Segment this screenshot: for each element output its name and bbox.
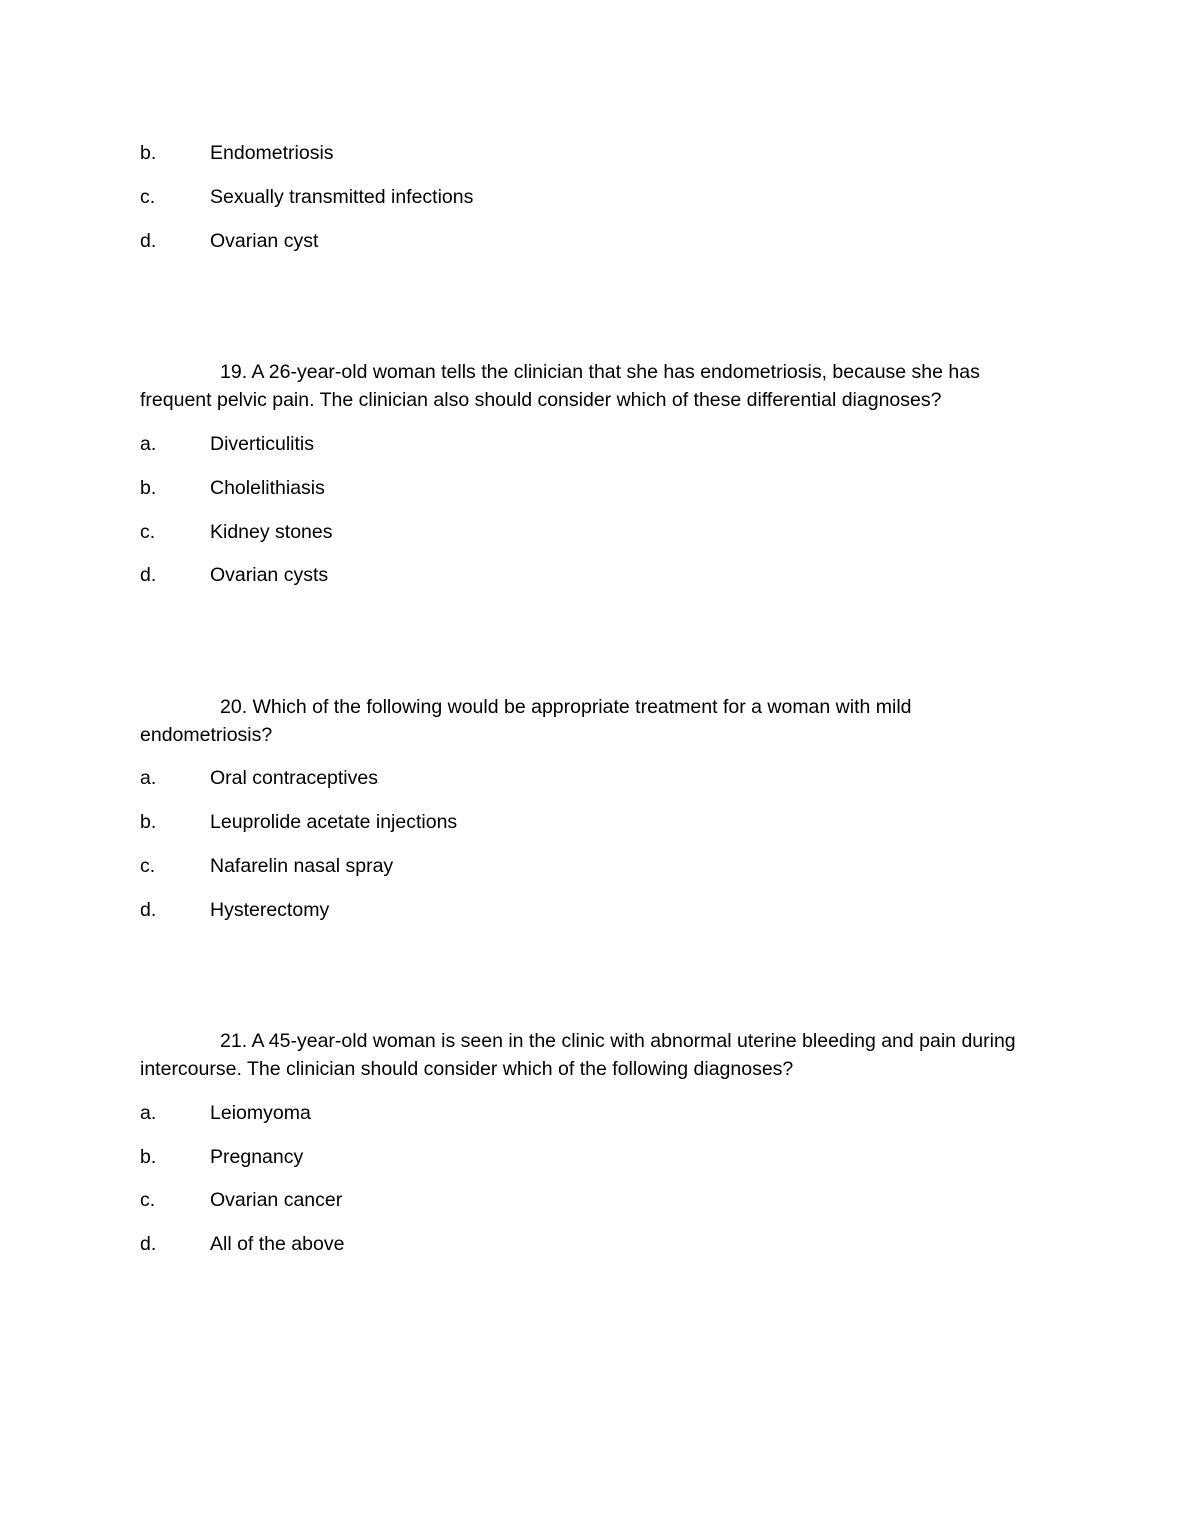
option-text: Ovarian cyst [210,230,319,252]
option-text: Pregnancy [210,1146,304,1168]
option-prev-c [140,183,473,211]
q21-option-a [140,1099,311,1127]
option-text: Endometriosis [210,142,334,164]
q21-option-b [140,1143,303,1171]
option-letter: c. [140,855,156,877]
option-text: All of the above [210,1233,345,1255]
option-letter: b. [140,142,157,164]
q20-option-d [140,896,329,924]
option-text: Ovarian cancer [210,1189,343,1211]
option-prev-d [140,227,318,255]
option-letter: c. [140,1189,156,1211]
option-letter: a. [140,767,157,789]
option-letter: d. [140,564,157,586]
option-text: Leiomyoma [210,1102,311,1124]
option-text: Cholelithiasis [210,477,325,499]
q19-option-d [140,561,328,589]
q21-option-d [140,1230,344,1258]
q20-option-b [140,808,457,836]
option-text: Oral contraceptives [210,767,378,789]
option-text: Nafarelin nasal spray [210,855,394,877]
question-20 [140,693,1040,749]
option-text: Diverticulitis [210,433,315,455]
question-text: 19. A 26-year-old woman tells the clinician that she has endometriosis, because she has frequent pelvic pain. The clinician also should consider which of these differential diagnoses? [140,361,980,411]
option-text: Kidney stones [210,521,333,543]
q19-option-c [140,518,333,546]
option-letter: d. [140,230,157,252]
option-letter: a. [140,433,157,455]
option-letter: b. [140,811,157,833]
option-prev-b [140,139,334,167]
q21-option-c [140,1186,342,1214]
option-text: Sexually transmitted infections [210,186,474,208]
option-text: Ovarian cysts [210,564,329,586]
option-text: Hysterectomy [210,899,330,921]
option-letter: c. [140,521,156,543]
option-letter: d. [140,1233,157,1255]
option-letter: a. [140,1102,157,1124]
question-21 [140,1027,1040,1083]
option-letter: b. [140,1146,157,1168]
option-text: Leuprolide acetate injections [210,811,458,833]
q20-option-a [140,764,378,792]
q20-option-c [140,852,393,880]
question-text: 21. A 45-year-old woman is seen in the clinic with abnormal uterine bleeding and pain during intercourse. The clinician should consider which of the following diagnoses? [140,1030,1016,1080]
option-letter: d. [140,899,157,921]
option-letter: c. [140,186,156,208]
q19-option-b [140,474,325,502]
question-text: 20. Which of the following would be appropriate treatment for a woman with mild endometriosis? [140,696,912,746]
option-letter: b. [140,477,157,499]
question-19 [140,358,1040,414]
q19-option-a [140,430,314,458]
